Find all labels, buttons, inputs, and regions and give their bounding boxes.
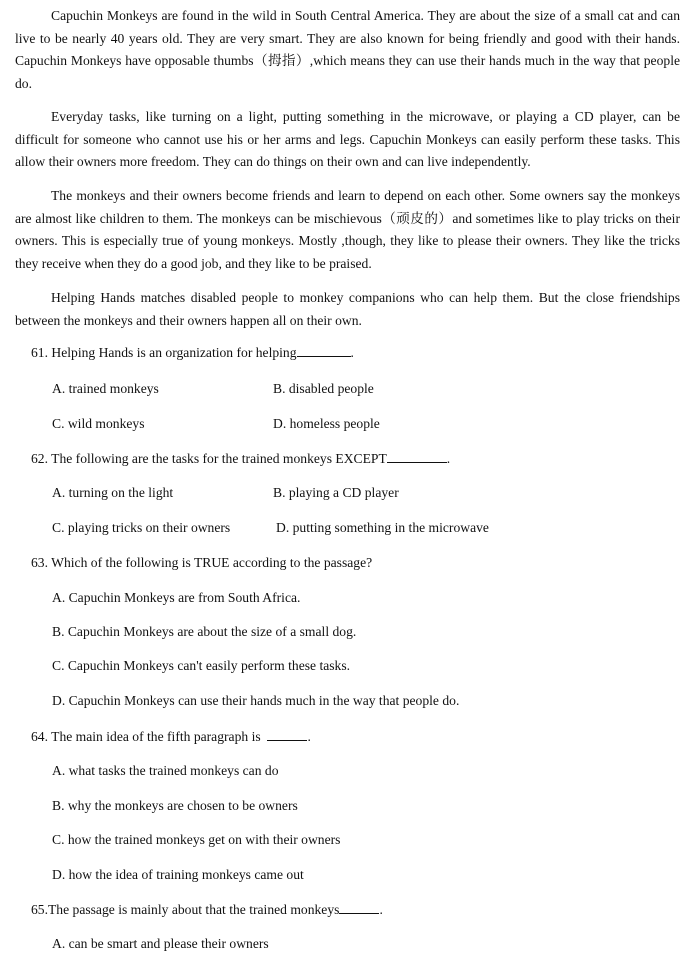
option-62-b: B. playing a CD player [273,485,399,500]
question-61 [31,344,354,362]
option-64-b: B. why the monkeys are chosen to be owners [52,798,298,813]
option-64-d: D. how the idea of training monkeys came out [52,867,304,882]
question-stem: 64. The main idea of the fifth paragraph is [31,729,261,744]
question-tail: . [307,729,311,744]
question-stem: 63. Which of the following is TRUE according to the passage? [31,555,373,570]
option-62-c: C. playing tricks on their owners [52,520,231,535]
option-63-d: D. Capuchin Monkeys can use their hands much in the way that people do. [52,693,460,708]
option-63-c: C. Capuchin Monkeys can't easily perform these tasks. [52,658,351,673]
answer-blank [267,728,307,741]
question-stem: 61. Helping Hands is an organization for helping [31,345,297,360]
question-stem: 62. The following are the tasks for the trained monkeys EXCEPT [31,451,387,466]
option-64-c: C. how the trained monkeys get on with their owners [52,832,341,847]
question-63 [31,554,372,572]
option-61-a: A. trained monkeys [52,381,159,396]
option-61-c: C. wild monkeys [52,416,145,431]
passage-paragraph-4: Helping Hands matches disabled people to monkey companions who can help them. But the close friendships between the monkeys and their owners happen all on their own. [15,290,680,328]
option-62-a: A. turning on the light [52,485,174,500]
option-61-d: D. homeless people [273,416,380,431]
option-63-a: A. Capuchin Monkeys are from South Africa. [52,590,301,605]
question-62 [31,450,450,468]
question-tail: . [379,902,383,917]
question-64 [31,728,311,746]
option-61-b: B. disabled people [273,381,374,396]
passage-paragraph-2: Everyday tasks, like turning on a light, putting something in the microwave, or playing a CD player, can be difficult for someone who cannot use his or her arms and legs. Capuchin Monkeys can easily perform these tasks. This allow their owners more freedom. They can do things on their own and can live independently. [15,109,680,169]
question-tail: . [446,451,451,466]
option-65-a: A. can be smart and please their owners [52,936,269,951]
passage-paragraph-1: Capuchin Monkeys are found in the wild in South Central America. They are about the size of a small cat and can live to be nearly 40 years old. They are very smart. They are also known for being friendly and good with their hands. Capuchin Monkeys have opposable thumbs（拇指）,which means they can use their hands much in the way that people do. [15,8,680,91]
question-65 [31,901,383,919]
option-64-a: A. what tasks the trained monkeys can do [52,763,279,778]
option-63-b: B. Capuchin Monkeys are about the size of a small dog. [52,624,357,639]
passage-paragraph-3: The monkeys and their owners become friends and learn to depend on each other. Some owners say the monkeys are almost like children to them. The monkeys can be mischievous（顽皮的）and sometimes like to play tricks on their owners. This is especially true of young monkeys. Mostly ,though, they like to please their owners. They like the tricks they receive when they do a good job, and they like to be praised. [15,188,680,271]
answer-blank [387,450,447,463]
option-62-d: D. putting something in the microwave [276,520,489,535]
answer-blank [297,344,351,357]
question-stem: 65.The passage is mainly about that the trained monkeys [31,902,340,917]
answer-blank [339,901,379,914]
question-tail: . [350,345,354,360]
